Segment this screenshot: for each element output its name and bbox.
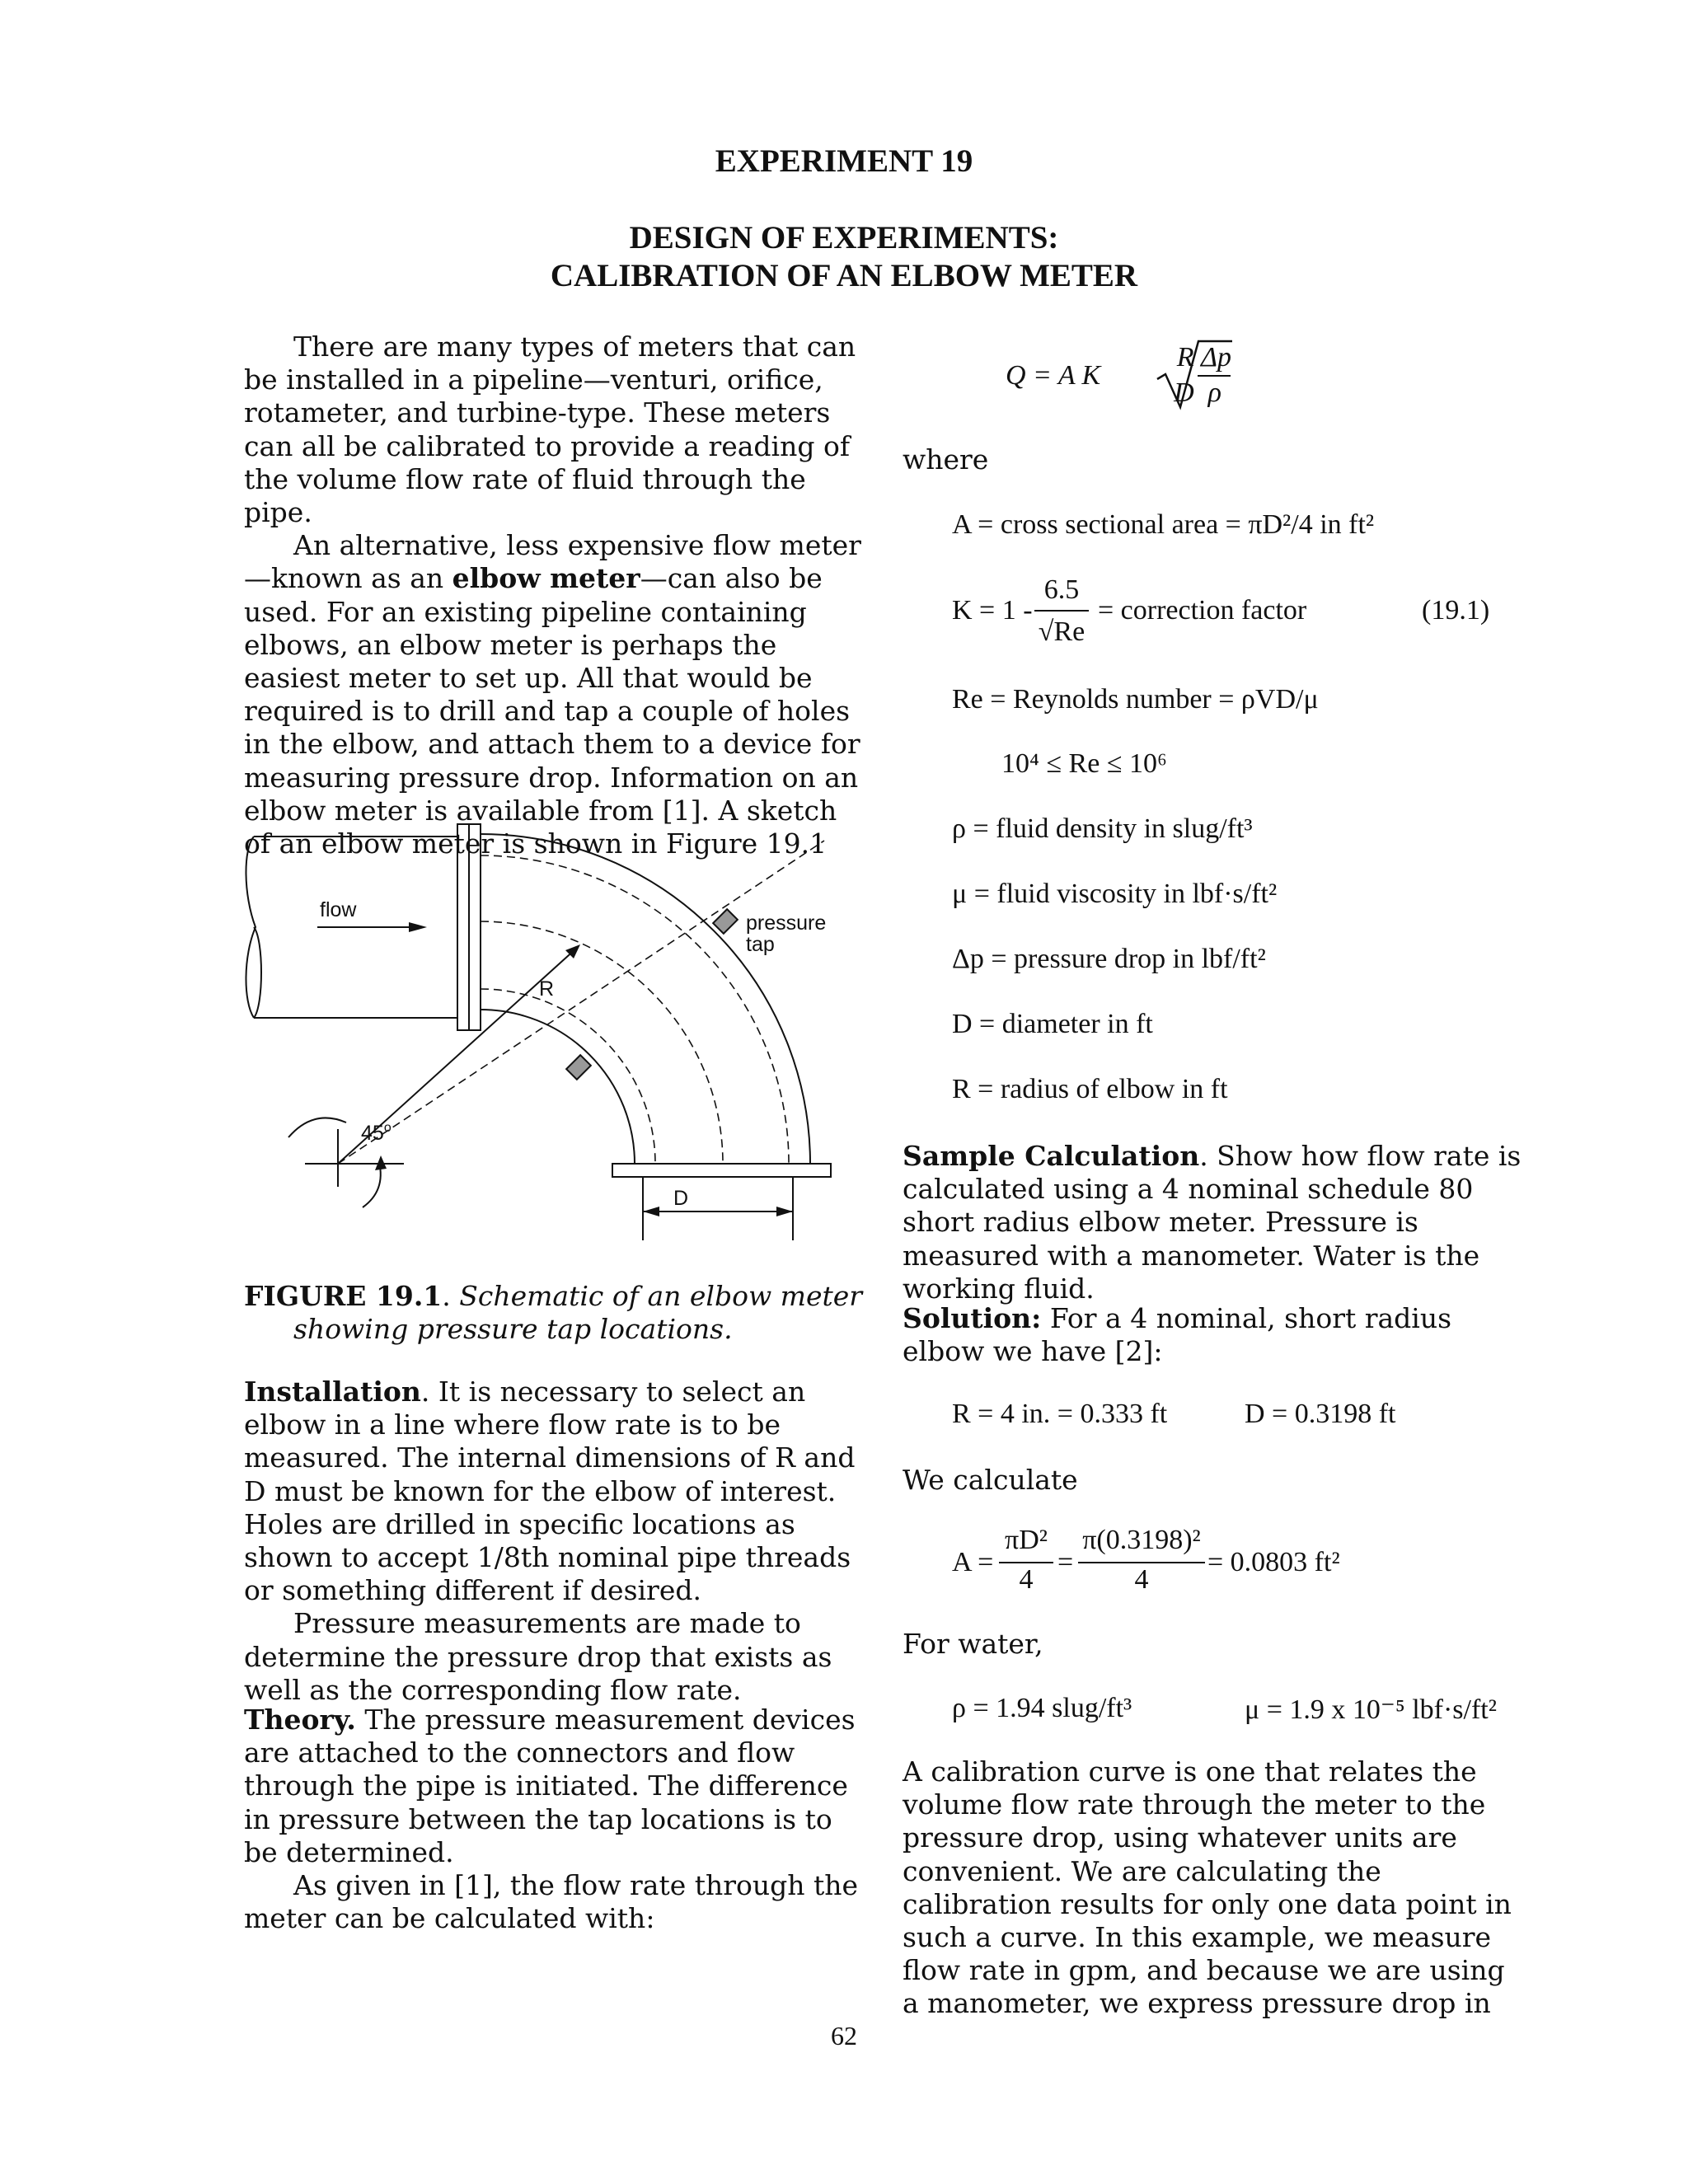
solution-section (903, 1302, 1529, 1368)
arrowhead-d-left (643, 1207, 659, 1216)
calibration-paragraph: A calibration curve is one that relates the volume flow rate through the meter to the pressure drop, using whatever units are convenient. We are calculating the calibration results for only one data point in such a curve. In this example, we measure flow rate in gpm, and because we are using a manometer, we express pressure drop in (903, 1755, 1512, 2020)
area-equals: = (1057, 1547, 1074, 1577)
k-numerator: 6.5 (1043, 574, 1080, 605)
inner-pressure-tap (566, 1055, 591, 1080)
k-denominator: √Re (1038, 616, 1085, 647)
k-lhs: K = 1 - (952, 595, 1033, 626)
r-value: R = 4 in. = 0.333 ft (952, 1399, 1168, 1429)
sqrt-denominator: D ρ (1174, 377, 1221, 408)
label-d: D (673, 1187, 689, 1210)
area-numerator-2: π(0.3198)² (1082, 1525, 1201, 1555)
definition-pressure-drop: Δp = pressure drop in lbf/ft² (952, 944, 1266, 974)
label-tap: tap (746, 933, 775, 956)
area-fraction-bar-2 (1078, 1562, 1205, 1563)
arrowhead-d-right (776, 1207, 793, 1216)
flow-equation-lhs: Q = A K (1006, 360, 1101, 391)
equation-number: (19.1) (1422, 595, 1490, 626)
theory-text: The pressure measurement devices are attached to the connectors and flow through the pipe is initiated. The difference in pressure between the tap locations is to be determined. (244, 1704, 856, 1868)
dashed-centerline (481, 921, 723, 1164)
sample-text: . Show how flow rate is calculated using a 4 nominal schedule 80 short radius elbow meter. Pressure is measured with a manometer. Water is the working fluid. (903, 1140, 1522, 1305)
elbow-meter-figure (239, 816, 841, 1253)
pipe-break-right (254, 927, 261, 1018)
area-result: = 0.0803 ft² (1207, 1547, 1340, 1577)
paragraph-meter-types: There are many types of meters that can be installed in a pipeline—venturi, orifice, rotameter, and turbine-type. These meters can all be calibrated to provide a reading of the volume flow rate of fluid through the pipe. (244, 330, 856, 529)
k-rhs: = correction factor (1098, 595, 1307, 626)
intro-text (244, 330, 864, 860)
sample-heading: Sample Calculation (903, 1140, 1200, 1172)
solution-text: For a 4 nominal, short radius elbow we have [2]: (903, 1302, 1452, 1368)
elbow-meter-term: elbow meter (452, 562, 640, 595)
theory-heading: Theory. (244, 1704, 356, 1736)
title-line-1: DESIGN OF EXPERIMENTS: (629, 220, 1059, 255)
area-fraction-bar-1 (999, 1562, 1053, 1563)
definition-radius: R = radius of elbow in ft (952, 1074, 1228, 1104)
elbow-inner-wall (481, 1010, 635, 1164)
label-flow: flow (320, 898, 357, 921)
paragraph-elbow-meter: An alternative, less expensive flow meter—known as an elbow meter—can also be used. For an existing pipeline containing elbows, an elbow meter is perhaps the easiest meter to set up. All that would be required is to drill and tap a couple of holes in the elbow, and attach them to a device for measuring pressure drop. Information on an elbow meter is available from [1]. A sketch of an elbow meter is shown in Figure 19.1 (244, 529, 861, 860)
k-fraction-bar (1034, 610, 1089, 612)
installation-section (244, 1376, 867, 1707)
experiment-number: EXPERIMENT 19 (715, 143, 973, 179)
rho-value: ρ = 1.94 slug/ft³ (952, 1693, 1132, 1723)
installation-heading: Installation (244, 1376, 421, 1408)
dashed-45-degree-line (338, 841, 827, 1164)
reynolds-range: 10⁴ ≤ Re ≤ 10⁶ (1001, 748, 1167, 779)
inlet-flange-right (469, 824, 481, 1030)
label-pressure: pressure (746, 912, 827, 935)
inlet-flange-left (457, 824, 469, 1030)
outer-pressure-tap (713, 909, 738, 934)
outlet-flange (612, 1164, 831, 1177)
installation-paragraph-2: Pressure measurements are made to determine the pressure drop that exists as well as the corresponding flow rate. (244, 1607, 832, 1706)
theory-paragraph-2: As given in [1], the flow rate through the meter can be calculated with: (244, 1869, 859, 1935)
title-line-2: CALIBRATION OF AN ELBOW METER (550, 258, 1138, 293)
sample-calculation (903, 1140, 1529, 1305)
sqrt-fraction-bar (1198, 375, 1231, 377)
definition-reynolds: Re = Reynolds number = ρVD/μ (952, 684, 1319, 715)
label-45: 45$^o$ (361, 1121, 392, 1145)
area-numerator-1: πD² (1005, 1525, 1048, 1555)
solution-heading: Solution: (903, 1302, 1042, 1334)
theory-section (244, 1704, 867, 1935)
definition-diameter: D = diameter in ft (952, 1009, 1153, 1039)
flow-arrow-head (409, 922, 427, 932)
definition-viscosity: μ = fluid viscosity in lbf·s/ft² (952, 879, 1278, 909)
caption-line-1: Schematic of an elbow meter (459, 1280, 863, 1312)
dashed-inner-line (481, 989, 655, 1164)
definition-density: ρ = fluid density in slug/ft³ (952, 813, 1253, 844)
definition-area: A = cross sectional area = πD²/4 in ft² (952, 509, 1375, 540)
caption-label: FIGURE 19.1 (244, 1280, 443, 1312)
area-denominator-2: 4 (1134, 1564, 1149, 1595)
mu-value: μ = 1.9 x 10⁻⁵ lbf·s/ft² (1245, 1694, 1497, 1725)
we-calculate: We calculate (903, 1464, 1078, 1496)
sqrt-numerator: R Δp (1176, 342, 1231, 373)
for-water: For water, (903, 1628, 1043, 1660)
label-r: R (539, 977, 555, 1001)
d-value: D = 0.3198 ft (1245, 1399, 1396, 1429)
page-number: 62 (831, 2021, 857, 2050)
caption-line-2: showing pressure tap locations. (293, 1313, 733, 1346)
installation-text: . It is necessary to select an elbow in a line where flow rate is to be measured. The internal dimensions of R and D must be known for the elbow of interest. Holes are drilled in specific locations as shown to accept 1/8th nominal pipe threads or something different if desired. (244, 1376, 856, 1607)
area-denominator-1: 4 (1019, 1564, 1034, 1595)
area-lhs: A = (952, 1547, 994, 1577)
where-text: where (903, 443, 989, 476)
dashed-outer-line (481, 855, 789, 1164)
figure-caption: FIGURE 19.1. Schematic of an elbow meter showing pressure tap locations. (244, 1280, 863, 1346)
